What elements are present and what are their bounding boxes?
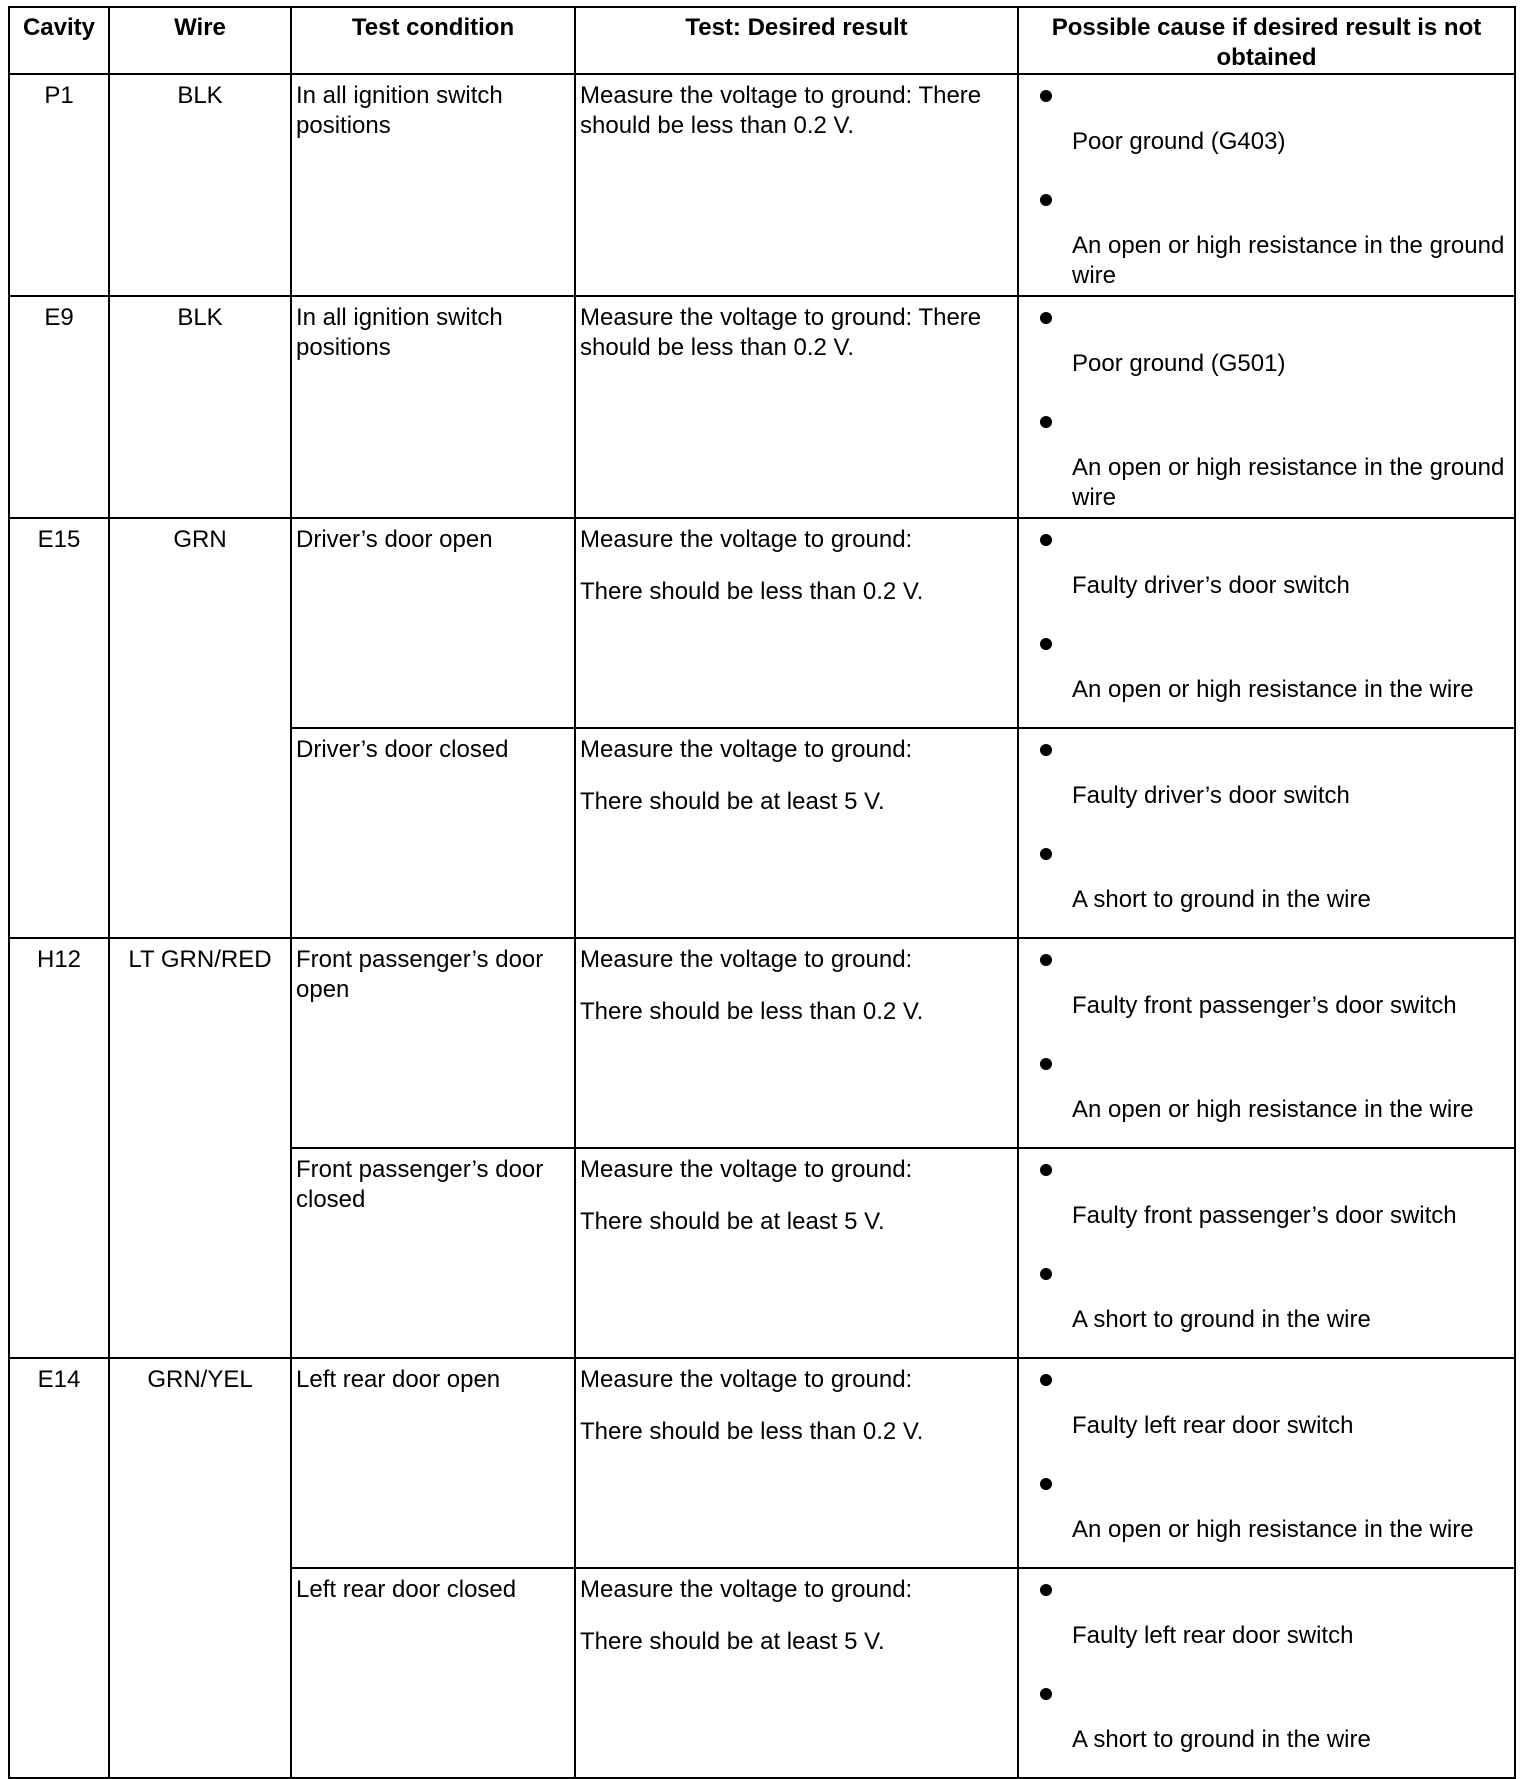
cause-item	[1019, 297, 1514, 401]
wire-cell: BLK	[109, 74, 291, 296]
result-text: Measure the voltage to ground:	[580, 1156, 913, 1183]
result-cell	[575, 518, 1018, 728]
table-row	[9, 1358, 1515, 1568]
cause-text: An open or high resistance in the wire	[1072, 676, 1474, 703]
wire-cell: GRN/YEL	[109, 1358, 291, 1778]
cause-cell	[1018, 728, 1515, 938]
diagnostic-table-sheet	[8, 6, 1514, 1753]
cause-item	[1019, 1359, 1514, 1463]
cause-text: An open or high resistance in the ground wire	[1072, 232, 1505, 289]
cause-text: Faulty left rear door switch	[1072, 1622, 1354, 1649]
header-wire: Wire	[109, 7, 291, 74]
cause-cell	[1018, 1148, 1515, 1358]
wire-cell: LT GRN/RED	[109, 938, 291, 1358]
bullet-icon	[1040, 194, 1052, 206]
cause-cell	[1018, 1568, 1515, 1778]
cause-text: A short to ground in the wire	[1072, 1726, 1371, 1753]
result-text: Measure the voltage to ground: There should be less than 0.2 V.	[580, 82, 982, 139]
result-text: There should be at least 5 V.	[580, 1628, 885, 1655]
cavity-cell: P1	[9, 74, 109, 296]
result-cell	[575, 1148, 1018, 1358]
cause-item	[1019, 179, 1514, 289]
condition-cell: Left rear door closed	[291, 1568, 575, 1778]
cause-cell	[1018, 74, 1515, 296]
cause-item	[1019, 1673, 1514, 1777]
cause-item	[1019, 401, 1514, 511]
result-text: There should be at least 5 V.	[580, 788, 885, 815]
condition-cell: Front passenger’s door open	[291, 938, 575, 1148]
result-cell	[575, 1358, 1018, 1568]
bullet-icon	[1040, 1164, 1052, 1176]
result-cell	[575, 938, 1018, 1148]
result-cell	[575, 296, 1018, 518]
cause-item	[1019, 1253, 1514, 1357]
cause-text: Faulty front passenger’s door switch	[1072, 992, 1457, 1019]
cause-item	[1019, 1149, 1514, 1253]
cause-text: Poor ground (G501)	[1072, 350, 1286, 377]
wire-cell: BLK	[109, 296, 291, 518]
cause-text: A short to ground in the wire	[1072, 886, 1371, 913]
bullet-icon	[1040, 534, 1052, 546]
result-text: Measure the voltage to ground: There should be less than 0.2 V.	[580, 304, 982, 361]
condition-cell: Front passenger’s door closed	[291, 1148, 575, 1358]
cause-text: Poor ground (G403)	[1072, 128, 1286, 155]
bullet-icon	[1040, 1478, 1052, 1490]
condition-cell: Driver’s door closed	[291, 728, 575, 938]
result-cell	[575, 1568, 1018, 1778]
header-cavity: Cavity	[9, 7, 109, 74]
cause-item	[1019, 1463, 1514, 1567]
bullet-icon	[1040, 416, 1052, 428]
result-cell	[575, 728, 1018, 938]
condition-cell: In all ignition switch positions	[291, 296, 575, 518]
cavity-cell: H12	[9, 938, 109, 1358]
cause-cell	[1018, 1358, 1515, 1568]
cavity-cell: E15	[9, 518, 109, 938]
bullet-icon	[1040, 1268, 1052, 1280]
bullet-icon	[1040, 954, 1052, 966]
cavity-cell: E9	[9, 296, 109, 518]
bullet-icon	[1040, 1688, 1052, 1700]
diagnostic-table	[8, 6, 1516, 1779]
bullet-icon	[1040, 1374, 1052, 1386]
bullet-icon	[1040, 1584, 1052, 1596]
header-row	[9, 7, 1515, 74]
result-text: Measure the voltage to ground:	[580, 1366, 913, 1393]
bullet-icon	[1040, 90, 1052, 102]
cause-text: Faulty left rear door switch	[1072, 1412, 1354, 1439]
result-text: There should be at least 5 V.	[580, 1208, 885, 1235]
header-desired-result: Test: Desired result	[575, 7, 1018, 74]
result-text: Measure the voltage to ground:	[580, 736, 913, 763]
result-text: There should be less than 0.2 V.	[580, 998, 924, 1025]
cause-cell	[1018, 296, 1515, 518]
result-text: There should be less than 0.2 V.	[580, 578, 924, 605]
header-possible-cause: Possible cause if desired result is not obtained	[1018, 7, 1515, 74]
cause-text: A short to ground in the wire	[1072, 1306, 1371, 1333]
bullet-icon	[1040, 312, 1052, 324]
wire-cell: GRN	[109, 518, 291, 938]
cause-text: An open or high resistance in the wire	[1072, 1516, 1474, 1543]
cause-item	[1019, 833, 1514, 937]
condition-cell: Driver’s door open	[291, 518, 575, 728]
cause-item	[1019, 729, 1514, 833]
cause-cell	[1018, 938, 1515, 1148]
cause-item	[1019, 519, 1514, 623]
condition-cell: In all ignition switch positions	[291, 74, 575, 296]
bullet-icon	[1040, 1058, 1052, 1070]
cause-item	[1019, 939, 1514, 1043]
result-text: There should be less than 0.2 V.	[580, 1418, 924, 1445]
cause-text: Faulty driver’s door switch	[1072, 572, 1350, 599]
table-row	[9, 74, 1515, 296]
cause-item	[1019, 75, 1514, 179]
result-cell	[575, 74, 1018, 296]
cavity-cell: E14	[9, 1358, 109, 1778]
cause-text: Faulty driver’s door switch	[1072, 782, 1350, 809]
cause-text: An open or high resistance in the wire	[1072, 1096, 1474, 1123]
bullet-icon	[1040, 744, 1052, 756]
condition-cell: Left rear door open	[291, 1358, 575, 1568]
table-row	[9, 518, 1515, 728]
result-text: Measure the voltage to ground:	[580, 1576, 913, 1603]
table-row	[9, 296, 1515, 518]
cause-text: An open or high resistance in the ground wire	[1072, 454, 1505, 511]
cause-cell	[1018, 518, 1515, 728]
result-text: Measure the voltage to ground:	[580, 946, 913, 973]
bullet-icon	[1040, 638, 1052, 650]
bullet-icon	[1040, 848, 1052, 860]
cause-item	[1019, 1043, 1514, 1147]
cause-item	[1019, 1569, 1514, 1673]
header-test-condition: Test condition	[291, 7, 575, 74]
cause-text: Faulty front passenger’s door switch	[1072, 1202, 1457, 1229]
table-row	[9, 938, 1515, 1148]
cause-item	[1019, 623, 1514, 727]
result-text: Measure the voltage to ground:	[580, 526, 913, 553]
